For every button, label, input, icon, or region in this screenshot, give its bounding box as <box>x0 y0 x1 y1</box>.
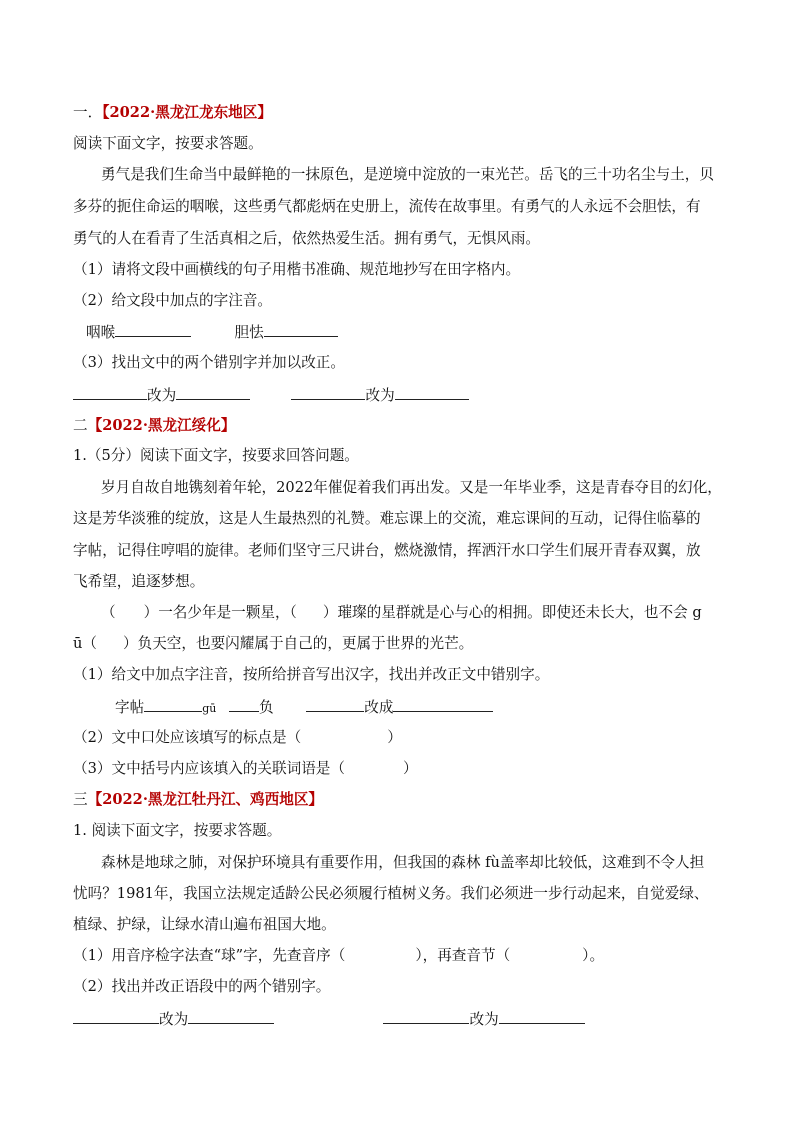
section1-question-2: （2）给文段中加点的字注音。 <box>73 292 273 309</box>
wrong-char-blank-2[interactable] <box>291 385 365 400</box>
section1-heading: 一．【2022·黑龙江龙东地区】 <box>73 104 272 121</box>
section3-heading: 三【2022·黑龙江牡丹江、鸡西地区】 <box>73 791 324 808</box>
wrong-char-blank[interactable] <box>306 697 364 712</box>
section2-question-1: （1）给文中加点字注音，按所给拼音写出汉字，找出并改正文中错别字。 <box>73 666 550 683</box>
section2-passage-line-3: 字帖，记得住哼唱的旋律。老师们坚守三尺讲台，燃烧激情，挥洒汗水口学生们展开青春双翼，放 <box>73 542 701 559</box>
section2-question-3: （3）文中括号内应该填入的关联词语是（ ） <box>73 760 418 777</box>
s3-wrong-char-blank-1[interactable] <box>73 1009 159 1024</box>
section2-passage-line-5: （ ）一名少年是一颗星，（ ）璀璨的星群就是心与心的相拥。即使还未长大，也不会 g <box>101 604 702 621</box>
section1-question-1: （1）请将文段中画横线的句子用楷书准确、规范地抄写在田字格内。 <box>73 261 521 278</box>
hanzi-gu-blank[interactable] <box>229 697 259 712</box>
s3-right-char-blank-1[interactable] <box>188 1009 274 1024</box>
section2-source-tag: 【2022·黑龙江绥化】 <box>87 417 236 434</box>
section3-correction-row: 改为 改为 <box>73 1009 585 1030</box>
section2-passage-line-1: 岁月自故自地镌刻着年轮，2022年催促着我们再出发。又是一年毕业季，这是青春夺目的幻化， <box>101 479 722 496</box>
section3-instruction: 1. 阅读下面文字，按要求答题。 <box>73 822 282 839</box>
wrong-char-blank-1[interactable] <box>73 385 147 400</box>
right-char-blank-2[interactable] <box>395 385 469 400</box>
section2-instruction: 1.（5分）阅读下面文字，按要求回答问题。 <box>73 447 359 464</box>
right-char-blank-1[interactable] <box>176 385 250 400</box>
section3-source-tag: 【2022·黑龙江牡丹江、鸡西地区】 <box>87 791 324 808</box>
section3-question-2: （2）找出并改正语段中的两个错别字。 <box>73 978 331 995</box>
section2-answer-row: 字帖 gū 负 改成 <box>115 697 493 719</box>
section2-passage-line-6: ū（ ）负天空，也要闪耀属于自己的，更属于世界的光芒。 <box>73 635 474 652</box>
right-char-blank[interactable] <box>393 697 493 712</box>
section3-passage-line-1: 森林是地球之肺，对保护环境具有重要作用，但我国的森林 fù盖率却比较低，这难到不令人担 <box>101 854 705 871</box>
section1-source-tag: 【2022·黑龙江龙东地区】 <box>102 104 272 121</box>
section2-passage-line-2: 这是芳华淡雅的绽放，这是人生最热烈的礼赞。难忘课上的交流，难忘课间的互动，记得住临摹的 <box>73 510 701 527</box>
section1-instruction: 阅读下面文字，按要求答题。 <box>73 135 263 152</box>
pinyin-blank-2[interactable] <box>264 322 338 337</box>
section2-question-2: （2）文中口处应该填写的标点是（ ） <box>73 729 402 746</box>
section1-passage-line-3: 勇气的人在看青了生活真相之后，依然热爱生活。拥有勇气，无惧风雨。 <box>73 230 541 247</box>
section1-pinyin-row: 咽喉 胆怯 <box>86 322 338 343</box>
section1-passage-line-2: 多芬的扼住命运的咽喉，这些勇气都彪炳在史册上，流传在故事里。有勇气的人永远不会胆怯，有 <box>73 198 701 215</box>
pinyin-blank-tie[interactable] <box>144 697 202 712</box>
section3-passage-line-3: 植绿、护绿，让绿水清山遍布祖国大地。 <box>73 916 336 933</box>
pinyin-blank-1[interactable] <box>115 322 191 337</box>
section2-heading: 二【2022·黑龙江绥化】 <box>73 417 236 434</box>
section2-passage-line-4: 飞希望，追逐梦想。 <box>73 573 205 590</box>
s3-wrong-char-blank-2[interactable] <box>383 1009 469 1024</box>
section1-passage-line-1: 勇气是我们生命当中最鲜艳的一抹原色，是逆境中淀放的一束光芒。岳飞的三十功名尘与土，贝 <box>101 166 714 183</box>
section1-question-3: （3）找出文中的两个错别字并加以改正。 <box>73 354 345 371</box>
s3-right-char-blank-2[interactable] <box>499 1009 585 1024</box>
section3-question-1: （1）用音序检字法查“球”字，先查音序（ ），再查音节（ ）。 <box>73 947 605 964</box>
section3-passage-line-2: 忧吗？1981年，我国立法规定适龄公民必须履行植树义务。我们必须进一步行动起来，自觉爱绿、 <box>73 885 709 902</box>
section1-correction-row: 改为 改为 <box>73 385 469 406</box>
